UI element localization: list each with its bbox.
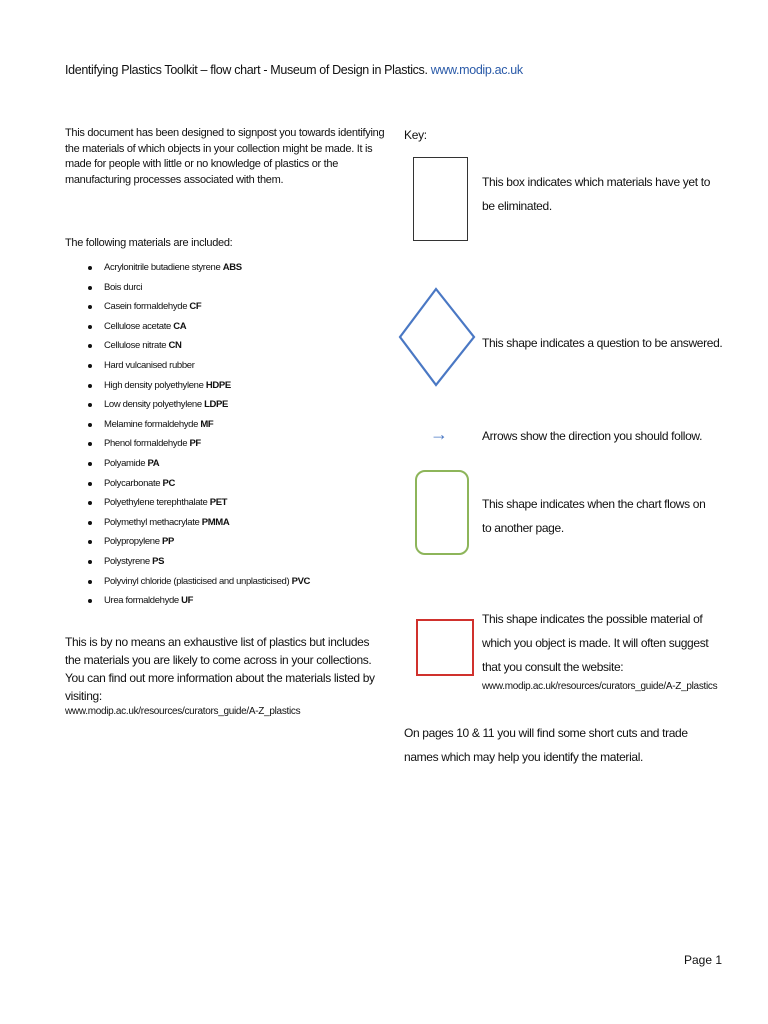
material-item	[85, 297, 310, 317]
key-box-text: This box indicates which materials have yet to be eliminated.	[482, 175, 711, 213]
material-name: Hard vulcanised rubber	[104, 359, 195, 371]
material-name: Polyamide	[104, 457, 146, 469]
material-name: Low density polyethylene	[104, 399, 202, 411]
material-name: Cellulose nitrate	[104, 340, 167, 352]
material-item	[85, 395, 310, 415]
key-red-url-link[interactable]: www.modip.ac.uk/resources/curators_guide/A-Z_plastics	[482, 681, 718, 692]
material-name: Polystyrene	[104, 555, 150, 567]
material-item	[85, 317, 310, 337]
materials-heading: The following materials are included:	[65, 237, 233, 249]
material-item	[85, 572, 310, 592]
material-name: Polycarbonate	[104, 477, 161, 489]
material-abbreviation: PF	[189, 438, 201, 450]
material-abbreviation: PET	[209, 497, 228, 509]
material-item	[85, 415, 310, 435]
material-name: Casein formaldehyde	[104, 301, 188, 313]
key-red-text: This shape indicates the possible material of which you object is made. It will often suggest that you consult the website:	[482, 612, 709, 674]
red-box-icon	[416, 619, 474, 676]
key-label: Key:	[404, 128, 427, 142]
material-name: Acrylonitrile butadiene styrene	[104, 262, 221, 273]
material-name: Bois durci	[104, 281, 143, 293]
page-number: Page 1	[684, 953, 723, 967]
material-name: Polyvinyl chloride (plasticised and unplasticised)	[104, 575, 290, 587]
material-abbreviation: CF	[189, 301, 202, 313]
material-name: Urea formaldehyde	[104, 595, 179, 607]
material-name: Polymethyl methacrylate	[104, 516, 200, 528]
material-abbreviation: MF	[200, 418, 214, 430]
website-link[interactable]: www.modip.ac.uk	[430, 63, 523, 77]
material-item	[85, 513, 310, 533]
material-abbreviation: ABS	[222, 262, 242, 273]
material-abbreviation: CN	[168, 340, 182, 352]
material-abbreviation: PP	[161, 536, 174, 548]
material-item	[85, 336, 310, 356]
material-abbreviation: PVC	[291, 575, 311, 587]
title-text: Identifying Plastics Toolkit – flow chart - Museum of Design in Plastics.	[65, 63, 428, 77]
document-title	[65, 63, 523, 77]
material-item	[85, 356, 310, 376]
key-green-text: This shape indicates when the chart flows on to another page.	[482, 497, 706, 535]
material-abbreviation: UF	[181, 595, 194, 607]
material-item	[85, 493, 310, 513]
outro-url-link[interactable]: www.modip.ac.uk/resources/curators_guide/A-Z_plastics	[65, 706, 301, 717]
pages-note: On pages 10 & 11 you will find some short cuts and trade names which may help you identify the material.	[404, 726, 688, 764]
material-abbreviation: PC	[162, 477, 175, 489]
material-name: High density polyethylene	[104, 379, 204, 391]
material-item	[85, 258, 310, 278]
material-abbreviation: PA	[147, 457, 160, 469]
material-name: Phenol formaldehyde	[104, 438, 188, 450]
key-arrow-text: Arrows show the direction you should follow.	[482, 429, 703, 443]
material-name: Cellulose acetate	[104, 320, 171, 332]
key-diamond-text: This shape indicates a question to be answered.	[482, 336, 723, 350]
material-name: Polypropylene	[104, 536, 160, 548]
material-abbreviation: LDPE	[204, 399, 228, 411]
material-abbreviation: CA	[173, 320, 187, 332]
box-shape-icon	[413, 157, 468, 241]
material-item	[85, 591, 310, 611]
materials-list	[85, 258, 310, 611]
material-abbreviation: PS	[152, 555, 165, 567]
material-item	[85, 532, 310, 552]
intro-paragraph: This document has been designed to signpost you towards identifying the materials of which objects in your collection might be made. It is made for people with little or no knowledge of plastics or the manufacturing processes associated with them.	[65, 127, 385, 186]
outro-paragraph: This is by no means an exhaustive list of plastics but includes the materials you are likely to come across in your collections. You can find out more information about the materials listed by visiting:	[65, 635, 375, 703]
material-item	[85, 278, 310, 298]
material-abbreviation: PMMA	[201, 516, 230, 528]
green-rounded-box-icon	[415, 470, 469, 555]
material-name: Melamine formaldehyde	[104, 418, 199, 430]
material-abbreviation: HDPE	[205, 379, 231, 391]
material-item	[85, 434, 310, 454]
material-item	[85, 552, 310, 572]
material-item	[85, 474, 310, 494]
material-item	[85, 454, 310, 474]
material-item	[85, 376, 310, 396]
diamond-shape-icon	[398, 287, 478, 389]
arrow-icon: →	[430, 424, 448, 444]
material-name: Polyethylene terephthalate	[104, 497, 208, 509]
